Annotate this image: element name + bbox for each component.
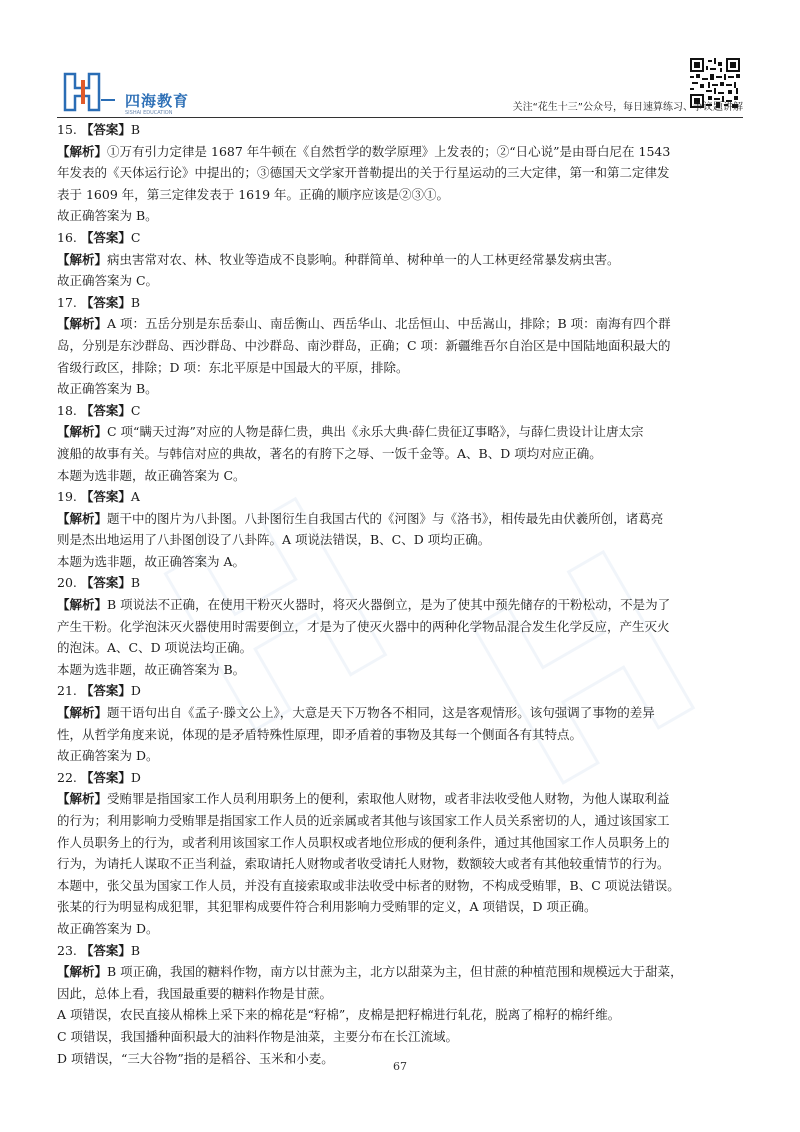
analysis-line	[57, 616, 743, 638]
answer-value: B	[130, 575, 141, 591]
answer-content	[57, 119, 743, 1069]
question-number: 15.	[57, 122, 77, 137]
question-number: 20.	[57, 575, 77, 591]
conclusion-line: 故正确答案为 B。	[57, 381, 158, 397]
answer-label: 【答案】	[80, 294, 131, 310]
conclusion-line: 故正确答案为 B。	[57, 208, 158, 224]
answer-item	[57, 940, 743, 1070]
analysis-line	[57, 357, 743, 379]
analysis-text: 因此，总体上看，我国最重要的糖料作物是甘蔗。	[57, 985, 333, 1001]
answer-item	[57, 680, 743, 766]
analysis-text: 则是杰出地运用了八卦图创设了八卦阵。A 项说法错误，B、C、D 项均正确。	[57, 532, 491, 548]
answer-label: 【答案】	[80, 229, 131, 245]
analysis-text: ①万有引力定律是 1687 年牛顿在《自然哲学的数学原理》上发表的；②“日心说”是由哥白尼在 1543	[107, 143, 671, 159]
analysis-label: 【解析】	[57, 424, 108, 440]
answer-item	[57, 227, 743, 292]
analysis-text: 题干中的图片为八卦图。八卦图衍生自我国古代的《河图》与《洛书》，相传最先由伏羲所创，诸葛亮	[107, 510, 664, 526]
analysis-line	[57, 853, 743, 875]
analysis-text: 行为，为请托人谋取不正当利益，索取请托人财物或者收受请托人财物，数额较大或者有其他较重情节的行为。	[57, 856, 670, 872]
question-number: 21.	[57, 683, 77, 699]
answer-line	[57, 400, 743, 422]
analysis-text: 题干语句出自《孟子·滕文公上》，大意是天下万物各不相同，这是客观情形。该句强调了事物的差异	[107, 705, 655, 721]
conclusion-line: 故正确答案为 D。	[57, 748, 159, 764]
answer-line	[57, 940, 743, 962]
answer-item	[57, 572, 743, 680]
answer-label: 【答案】	[80, 942, 131, 958]
answer-line	[57, 572, 743, 594]
analysis-text: 作人员职务上的行为，或者利用该国家工作人员职权或者地位形成的便利条件，通过其他国家工作人员职务上的	[57, 834, 670, 850]
question-number: 19.	[57, 489, 77, 505]
analysis-text: 省级行政区，排除；D 项：东北平原是中国最大的平原，排除。	[57, 359, 409, 375]
analysis-line	[57, 637, 743, 659]
answer-line	[57, 486, 743, 508]
conclusion-line: C 项错误，我国播种面积最大的油料作物是油菜，主要分布在长江流域。	[57, 1028, 459, 1044]
analysis-line	[57, 788, 743, 810]
analysis-line	[57, 141, 743, 163]
analysis-line	[57, 594, 743, 616]
analysis-text: 张某的行为明显构成犯罪，其犯罪构成要件符合利用影响力受贿罪的定义，A 项错误，D 项正确。	[57, 899, 597, 915]
answer-line	[57, 119, 743, 141]
question-number: 17.	[57, 294, 77, 310]
conclusion-line: 故正确答案为 C。	[57, 273, 159, 289]
analysis-line	[57, 162, 743, 184]
analysis-line	[57, 529, 743, 551]
analysis-text: A 项：五岳分别是东岳泰山、南岳衡山、西岳华山、北岳恒山、中岳嵩山，排除；B 项：南海有四个群	[107, 316, 671, 332]
analysis-text: 表于 1609 年，第三定律发表于 1619 年。正确的顺序应该是②③①。	[57, 186, 450, 202]
question-number: 18.	[57, 402, 77, 418]
analysis-label: 【解析】	[57, 597, 108, 613]
answer-label: 【答案】	[80, 575, 131, 591]
analysis-line	[57, 961, 743, 983]
logo-mark-icon	[61, 70, 121, 114]
answer-value: B	[130, 294, 141, 310]
analysis-line	[57, 875, 743, 897]
analysis-line	[57, 443, 743, 465]
conclusion-line: 本题为选非题，故正确答案为 C。	[57, 467, 246, 483]
analysis-text: 的泡沫。A、C、D 项说法均正确。	[57, 640, 253, 656]
answer-label: 【答案】	[80, 402, 131, 418]
answer-value: D	[130, 769, 141, 785]
analysis-label: 【解析】	[57, 964, 108, 980]
header-divider	[57, 117, 743, 118]
logo-subtext: SISHAI EDUCATION	[125, 110, 173, 116]
analysis-line	[57, 313, 743, 335]
answer-label: 【答案】	[80, 122, 131, 137]
analysis-text: B 项正确，我国的糖料作物，南方以甘蔗为主，北方以甜菜为主，但甘蔗的种植范围和规模远大于甜菜，	[107, 964, 683, 980]
conclusion-line: A 项错误，农民直接从棉株上采下来的棉花是“籽棉”，皮棉是把籽棉进行轧花，脱离了棉籽的棉纤维。	[57, 1007, 621, 1023]
conclusion-line: D 项错误，“三大谷物”指的是稻谷、玉米和小麦。	[57, 1050, 334, 1066]
analysis-label: 【解析】	[57, 791, 108, 807]
analysis-text: 渡船的故事有关。与韩信对应的典故，著名的有胯下之辱、一饭千金等。A、B、D 项均对应正确。	[57, 445, 602, 461]
analysis-label: 【解析】	[57, 143, 108, 159]
answer-item	[57, 767, 743, 940]
analysis-text: 本题中，张父虽为国家工作人员，并没有直接索取或非法收受中标者的财物，不构成受贿罪，B、C 项说法错误。	[57, 877, 680, 893]
logo-text: 四海教育	[125, 92, 190, 110]
analysis-line	[57, 335, 743, 357]
analysis-line	[57, 249, 743, 271]
analysis-line	[57, 702, 743, 724]
answer-label: 【答案】	[80, 683, 131, 699]
analysis-text: 性，从哲学角度来说，体现的是矛盾特殊性原理，即矛盾着的事物及其每一个侧面各有其特点。	[57, 726, 583, 742]
conclusion-line: 本题为选非题，故正确答案为 A。	[57, 553, 246, 569]
analysis-line	[57, 184, 743, 206]
answer-label: 【答案】	[80, 769, 131, 785]
analysis-line	[57, 983, 743, 1005]
question-number: 22.	[57, 769, 77, 785]
answer-value: B	[130, 122, 141, 137]
question-number: 23.	[57, 942, 77, 958]
answer-item	[57, 292, 743, 400]
answer-label: 【答案】	[80, 489, 131, 505]
page-header	[57, 54, 743, 116]
conclusion-line: 本题为选非题，故正确答案为 B。	[57, 661, 246, 677]
analysis-line	[57, 508, 743, 530]
analysis-text: C 项“瞒天过海”对应的人物是薛仁贵，典出《永乐大典·薛仁贵征辽事略》，与薛仁贵设计让唐太宗	[107, 424, 644, 440]
analysis-text: 受贿罪是指国家工作人员利用职务上的便利，索取他人财物，或者非法收受他人财物，为他人谋取利益	[107, 791, 670, 807]
answer-item	[57, 119, 743, 227]
analysis-line	[57, 896, 743, 918]
analysis-text: 年发表的《天体运行论》中提出的；③德国天文学家开普勒提出的关于行星运动的三大定律，第一和第二定律发	[57, 165, 670, 181]
page-number: 67	[393, 1060, 407, 1073]
answer-item	[57, 486, 743, 572]
analysis-text: 病虫害常对农、林、牧业等造成不良影响。种群简单、树种单一的人工林更经常暴发病虫害。	[107, 251, 620, 267]
analysis-label: 【解析】	[57, 510, 108, 526]
analysis-label: 【解析】	[57, 251, 108, 267]
analysis-text: 的行为；利用影响力受贿罪是指国家工作人员的近亲属或者其他与该国家工作人员关系密切的人，通过该国家工	[57, 813, 670, 828]
question-number: 16.	[57, 229, 77, 245]
answer-line	[57, 292, 743, 314]
answer-value: C	[130, 402, 141, 418]
logo	[61, 70, 190, 116]
answer-line	[57, 767, 743, 789]
answer-line	[57, 680, 743, 702]
answer-value: C	[130, 229, 141, 245]
analysis-line	[57, 832, 743, 854]
answer-line	[57, 227, 743, 249]
answer-value: B	[130, 942, 141, 958]
analysis-label: 【解析】	[57, 316, 108, 332]
analysis-text: 岛，分别是东沙群岛、西沙群岛、中沙群岛、南沙群岛，正确；C 项：新疆维吾尔自治区是中国陆地面积最大的	[57, 337, 671, 353]
answer-item	[57, 400, 743, 486]
answer-value: A	[130, 489, 140, 505]
analysis-line	[57, 724, 743, 746]
analysis-text: 产生干粉。化学泡沫灭火器使用时需要倒立，才是为了使灭火器中的两种化学物品混合发生化学反应，产生灭火	[57, 618, 670, 634]
analysis-label: 【解析】	[57, 705, 108, 721]
answer-value: D	[130, 683, 141, 699]
conclusion-line: 故正确答案为 D。	[57, 920, 159, 936]
header-slogan: 关注“花生十三”公众号，每日速算练习、争议题讲解	[512, 102, 743, 113]
analysis-line	[57, 421, 743, 443]
analysis-line	[57, 810, 743, 832]
analysis-text: B 项说法不正确，在使用干粉灭火器时，将灭火器倒立，是为了使其中预先储存的干粉松动，不是为了	[107, 597, 671, 613]
